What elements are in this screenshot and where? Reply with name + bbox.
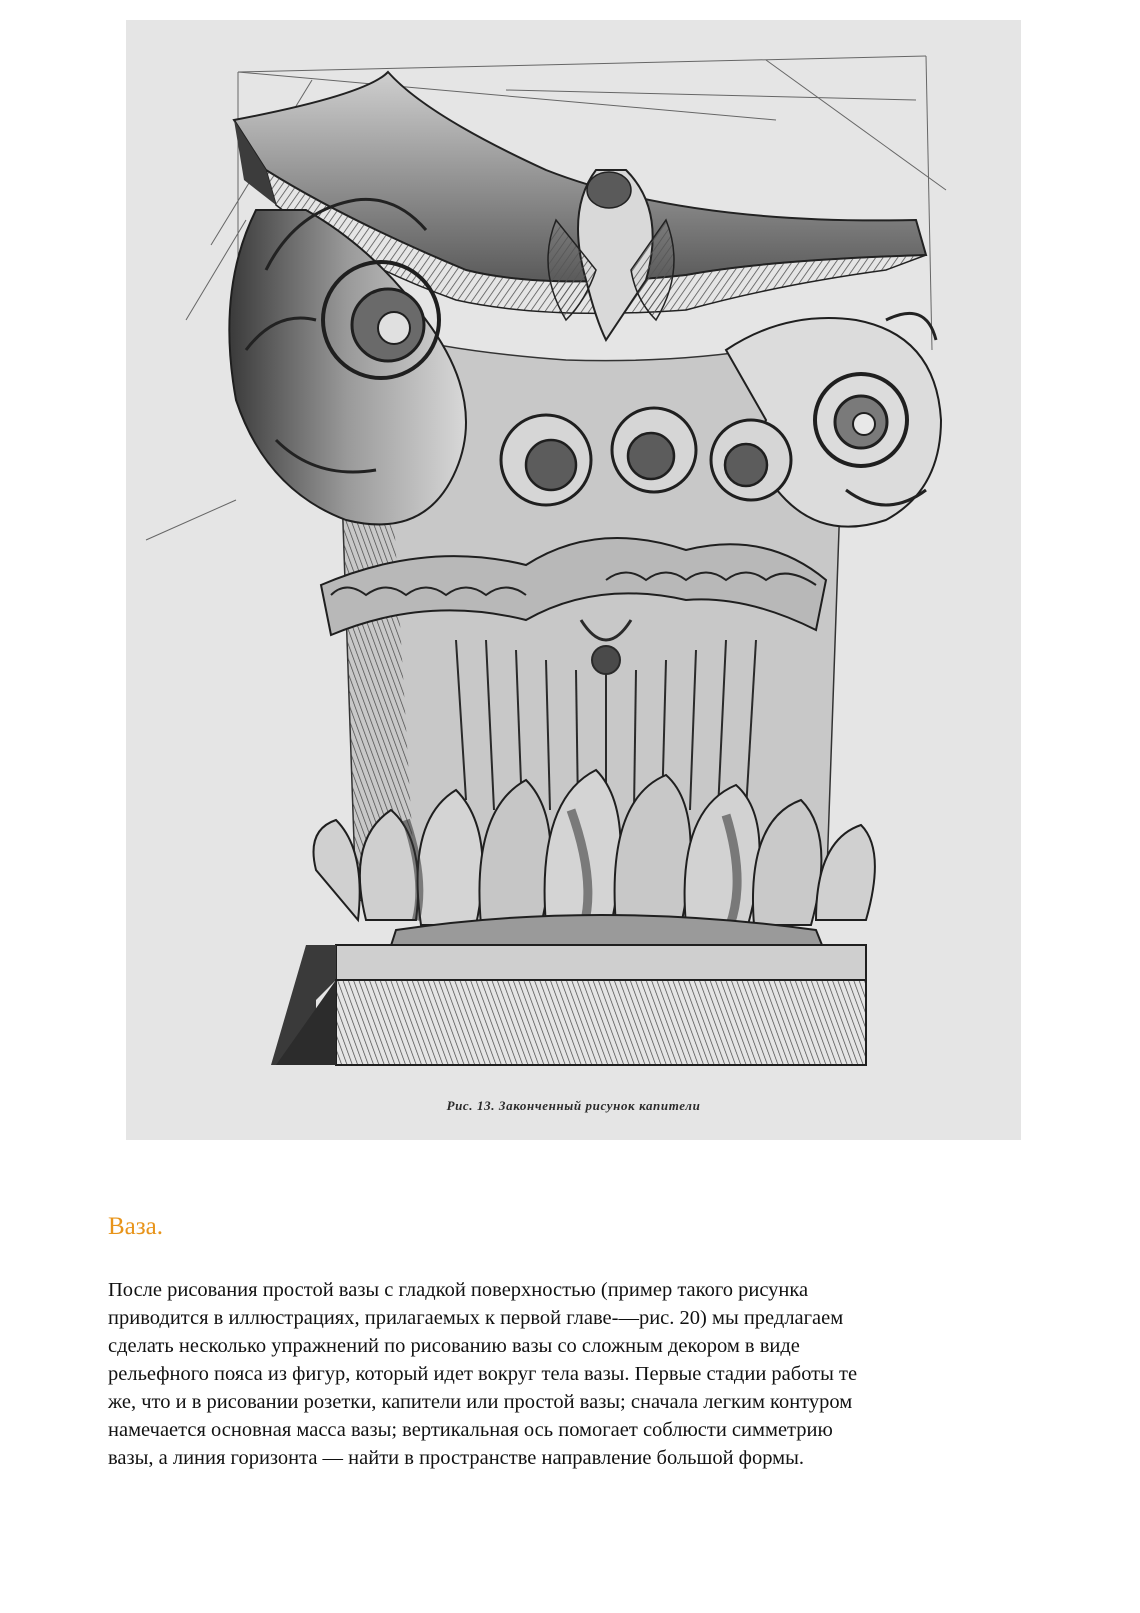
- section-heading: Ваза.: [108, 1213, 163, 1240]
- paragraph-line: сделать несколько упражнений по рисованию вазы со сложным декором в виде: [108, 1335, 800, 1357]
- paragraph-line: вазы, а линия горизонта — найти в пространстве направление большой формы.: [108, 1447, 805, 1469]
- central-scrolls: [501, 408, 791, 505]
- capital-drawing-plate: [126, 20, 1021, 1140]
- paragraph-line: приводится в иллюстрациях, прилагаемых к первой главе-—рис. 20) мы предлагаем: [108, 1307, 844, 1329]
- body-paragraph: [108, 1276, 1043, 1472]
- figure-caption: Рис. 13. Законченный рисунок капители: [446, 1098, 701, 1113]
- paragraph-line: намечается основная масса вазы; вертикальная ось помогает соблюсти симметрию: [108, 1419, 833, 1441]
- plinth-block: [271, 945, 866, 1065]
- corinthian-capital-illustration: [126, 20, 1021, 1140]
- paragraph-line: После рисования простой вазы с гладкой поверхностью (пример такого рисунка: [108, 1279, 809, 1301]
- paragraph-line: рельефного пояса из фигур, который идет вокруг тела вазы. Первые стадии работы те: [108, 1363, 858, 1385]
- paragraph-line: же, что и в рисовании розетки, капители или простой вазы; сначала легким контуром: [108, 1391, 853, 1413]
